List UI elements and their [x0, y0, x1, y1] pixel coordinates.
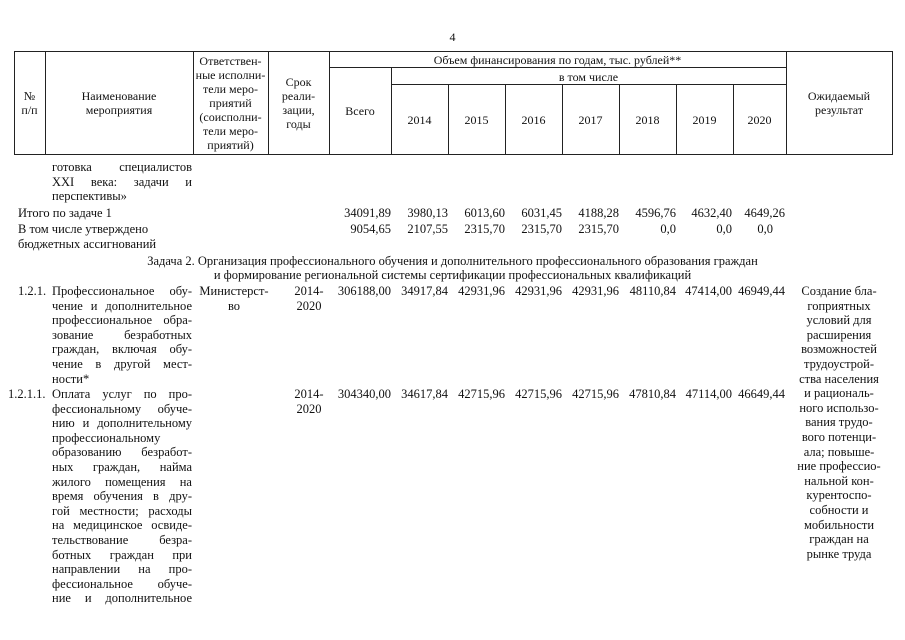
value-cell: 34617,84: [401, 387, 448, 401]
expected-result-text: Создание бла- гоприятных условий для расширения возможностей трудоустрой- ства населения и рациональ- ного использо- вания трудо- вого потенци- ала; повыше- ние профессио- нальной кон- курентоспо- собности и мобильности граждан на рынке труда: [797, 284, 881, 561]
header-col-name: Наименование мероприятия: [81, 89, 157, 117]
header-col-number: № п/п: [21, 89, 38, 117]
header-col-executors: Ответствен- ные исполни- тели меро- приятий (соисполни- тели меро- приятий): [195, 54, 266, 152]
value-cell: 6031,45: [521, 206, 562, 220]
value-cell: 42931,96: [515, 284, 562, 298]
row-term: 2014- 2020: [294, 284, 324, 313]
header-finance-title: Объем финансирования по годам, тыс. рублей**: [433, 53, 682, 67]
value-cell: 3980,13: [407, 206, 448, 220]
value-cell: 2315,70: [521, 222, 562, 236]
value-cell: 42931,96: [572, 284, 619, 298]
row-executor: Министерст- во: [199, 284, 269, 313]
header-year: 2019: [692, 113, 717, 127]
approved-row-label: В том числе утверждено бюджетных ассигнований: [18, 222, 157, 251]
value-cell: 46949,44: [738, 284, 785, 298]
header-year: 2020: [747, 113, 772, 127]
value-cell: 48110,84: [629, 284, 676, 298]
value-cell: 0,0: [716, 222, 732, 236]
value-cell: 4596,76: [635, 206, 676, 220]
header-col-term: Срок реали- зации, годы: [281, 75, 316, 131]
value-cell: 0,0: [660, 222, 676, 236]
value-cell: 0,0: [757, 222, 773, 236]
header-including: в том числе: [558, 70, 619, 84]
task2-title-line2: и формирование региональной системы сертификации профессиональных квалификаций: [213, 268, 692, 282]
value-cell: 42931,96: [458, 284, 505, 298]
value-cell: 47810,84: [629, 387, 676, 401]
value-cell: 46649,44: [738, 387, 785, 401]
row-term: 2014- 2020: [294, 387, 324, 416]
row-number: 1.2.1.1.: [8, 387, 46, 401]
value-cell: 42715,96: [458, 387, 505, 401]
page-number: 4: [449, 30, 456, 44]
value-cell: 4632,40: [691, 206, 732, 220]
value-cell: 2315,70: [464, 222, 505, 236]
value-cell: 304340,00: [337, 387, 391, 401]
value-cell: 306188,00: [337, 284, 391, 298]
header-year: 2015: [464, 113, 489, 127]
header-year: 2016: [521, 113, 546, 127]
value-cell: 2315,70: [578, 222, 619, 236]
value-cell: 42715,96: [515, 387, 562, 401]
row-number: 1.2.1.: [18, 284, 47, 298]
header-year: 2017: [578, 113, 603, 127]
value-cell: 9054,65: [350, 222, 391, 236]
row-name: Профессиональное обу- чение и дополнительное профессиональное обра- зование безработных граждан, включая обу- чение в другой мест- ности*: [52, 284, 192, 386]
value-cell: 34091,89: [344, 206, 391, 220]
value-cell: 42715,96: [572, 387, 619, 401]
value-cell: 34917,84: [401, 284, 448, 298]
task2-title-line1: Задача 2. Организация профессионального обучения и дополнительного профессионального образования граждан: [147, 254, 758, 268]
continued-name-text: готовка специалистов XXI века: задачи и перспективы»: [52, 160, 192, 204]
value-cell: 47414,00: [685, 284, 732, 298]
header-year: 2018: [635, 113, 660, 127]
header-year: 2014: [407, 113, 432, 127]
row-name: Оплата услуг по про- фессиональному обуче- нию и дополнительному профессиональному образованию безработ- ных граждан, найма жилого помещения на время обучения в дру- гой местности; расходы на медицинское освиде- тельствование безра- ботных граждан при направлении на про- фессиональное обуче- ние и дополнительное: [52, 387, 192, 606]
value-cell: 47114,00: [685, 387, 732, 401]
header-col-result: Ожидаемый результат: [807, 89, 871, 117]
value-cell: 2107,55: [407, 222, 448, 236]
value-cell: 4649,26: [744, 206, 785, 220]
header-total: Всего: [345, 104, 375, 118]
total-row-label: Итого по задаче 1: [18, 206, 112, 220]
value-cell: 6013,60: [464, 206, 505, 220]
value-cell: 4188,28: [578, 206, 619, 220]
